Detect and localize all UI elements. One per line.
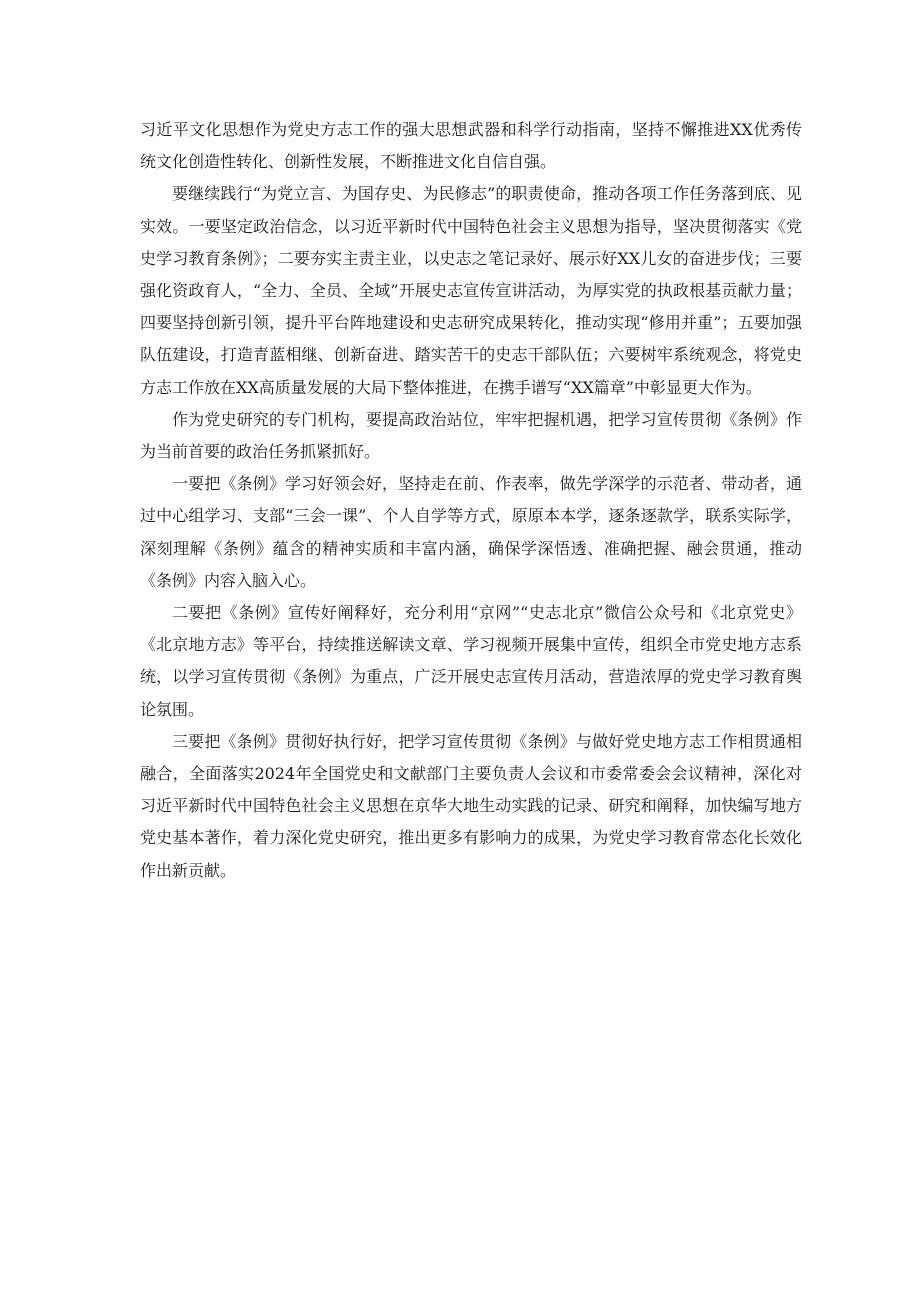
paragraph-institution: 作为党史研究的专门机构，要提高政治站位，牢牢把握机遇，把学习宣传贯彻《条例》作为当前首要的政治任务抓紧抓好。 bbox=[140, 409, 802, 462]
document-body bbox=[140, 114, 802, 887]
paragraph-mission: 要继续践行“为党立言、为国存史、为民修志”的职责使命，推动各项工作任务落到底、见实效。一要坚定政治信念，以习近平新时代中国特色社会主义思想为指导，坚决贯彻落实《党史学习教育条例》；二要夯实主责主业，以史志之笔记录好、展示好XX儿女的奋进步伐；三要强化资政育人，“全力、全员、全域”开展史志宣传宣讲活动，为厚实党的执政根基贡献力量；四要坚持创新引领，提升平台阵地建设和史志研究成果转化，推动实现“修用并重”；五要加强队伍建设，打造青蓝相继、创新奋进、踏实苦干的史志干部队伍；六要树牢系统观念，将党史方志工作放在XX高质量发展的大局下整体推进，在携手谱写“XX篇章”中彰显更大作为。 bbox=[140, 184, 802, 397]
paragraph-publicity: 二要把《条例》宣传好阐释好，充分利用“京网”“史志北京”微信公众号和《北京党史》《北京地方志》等平台，持续推送解读文章、学习视频开展集中宣传，组织全市党史地方志系统，以学习宣传贯彻《条例》为重点，广泛开展史志宣传月活动，营造浓厚的党史学习教育舆论氛围。 bbox=[140, 603, 802, 719]
paragraph-study: 一要把《条例》学习好领会好，坚持走在前、作表率，做先学深学的示范者、带动者，通过中心组学习、支部“三会一课”、个人自学等方式，原原本本学，逐条逐款学，联系实际学，深刻理解《条例》蕴含的精神实质和丰富内涵，确保学深悟透、准确把握、融会贯通，推动《条例》内容入脑入心。 bbox=[140, 474, 802, 590]
paragraph-continuation: 习近平文化思想作为党史方志工作的强大思想武器和科学行动指南，坚持不懈推进XX优秀传统文化创造性转化、创新性发展，不断推进文化自信自强。 bbox=[140, 120, 802, 172]
paragraph-implementation: 三要把《条例》贯彻好执行好，把学习宣传贯彻《条例》与做好党史地方志工作相贯通相融合，全面落实2024年全国党史和文献部门主要负责人会议和市委常委会会议精神，深化对习近平新时代中国特色社会主义思想在京华大地生动实践的记录、研究和阐释，加快编写地方党史基本著作，着力深化党史研究，推出更多有影响力的成果，为党史学习教育常态化长效化作出新贡献。 bbox=[140, 731, 802, 880]
